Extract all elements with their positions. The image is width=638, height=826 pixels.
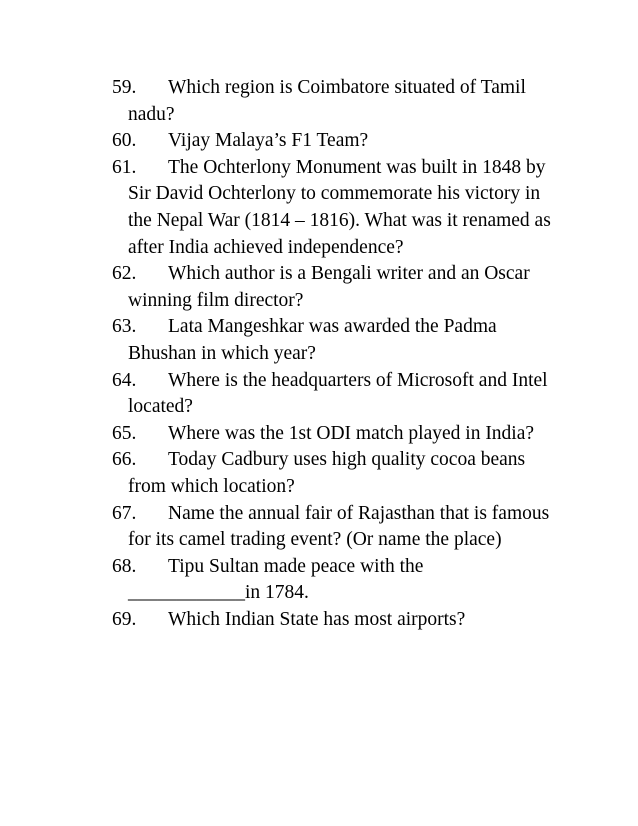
question-item: [112, 75, 552, 128]
question-item: [112, 607, 552, 634]
question-number: 59.: [112, 77, 137, 98]
question-item: [112, 501, 552, 554]
question-number: 62.: [112, 263, 137, 285]
question-number: 61.: [112, 156, 137, 178]
question-text: Vijay Malaya’s F1 Team?: [168, 130, 369, 152]
question-text: Tipu Sultan made peace with the ____________in 1784.: [128, 555, 424, 604]
question-number: 69.: [112, 608, 137, 630]
question-item: [112, 128, 552, 155]
question-text: Where was the 1st ODI match played in India?: [168, 422, 535, 444]
question-text: The Ochterlony Monument was built in 1848 by Sir David Ochterlony to commemorate his victory in the Nepal War (1814 – 1816). What was it renamed as after India achieved independence?: [128, 156, 551, 258]
question-item: [112, 314, 552, 367]
question-number: 64.: [112, 369, 137, 391]
question-item: [112, 421, 552, 448]
question-text: Lata Mangeshkar was awarded the Padma Bhushan in which year?: [128, 316, 497, 364]
question-text: Where is the headquarters of Microsoft and Intel located?: [128, 369, 548, 418]
question-number: 68.: [112, 555, 137, 577]
question-text: Which region is Coimbatore situated of Tamil nadu?: [128, 77, 526, 125]
question-number: 67.: [112, 502, 137, 524]
question-number: 66.: [112, 449, 137, 471]
question-item: [112, 261, 552, 314]
question-text: Today Cadbury uses high quality cocoa beans from which location?: [128, 449, 526, 497]
question-item: [112, 447, 552, 500]
question-number: 63.: [112, 316, 137, 338]
question-item: [112, 554, 552, 607]
question-item: [112, 368, 552, 421]
question-number: 60.: [112, 130, 137, 152]
question-text: Which author is a Bengali writer and an Oscar winning film director?: [128, 263, 530, 311]
question-item: [112, 155, 552, 261]
question-list: [112, 75, 552, 633]
question-text: Which Indian State has most airports?: [168, 608, 466, 630]
question-number: 65.: [112, 422, 137, 444]
question-text: Name the annual fair of Rajasthan that is famous for its camel trading event? (Or name the place): [128, 502, 550, 551]
